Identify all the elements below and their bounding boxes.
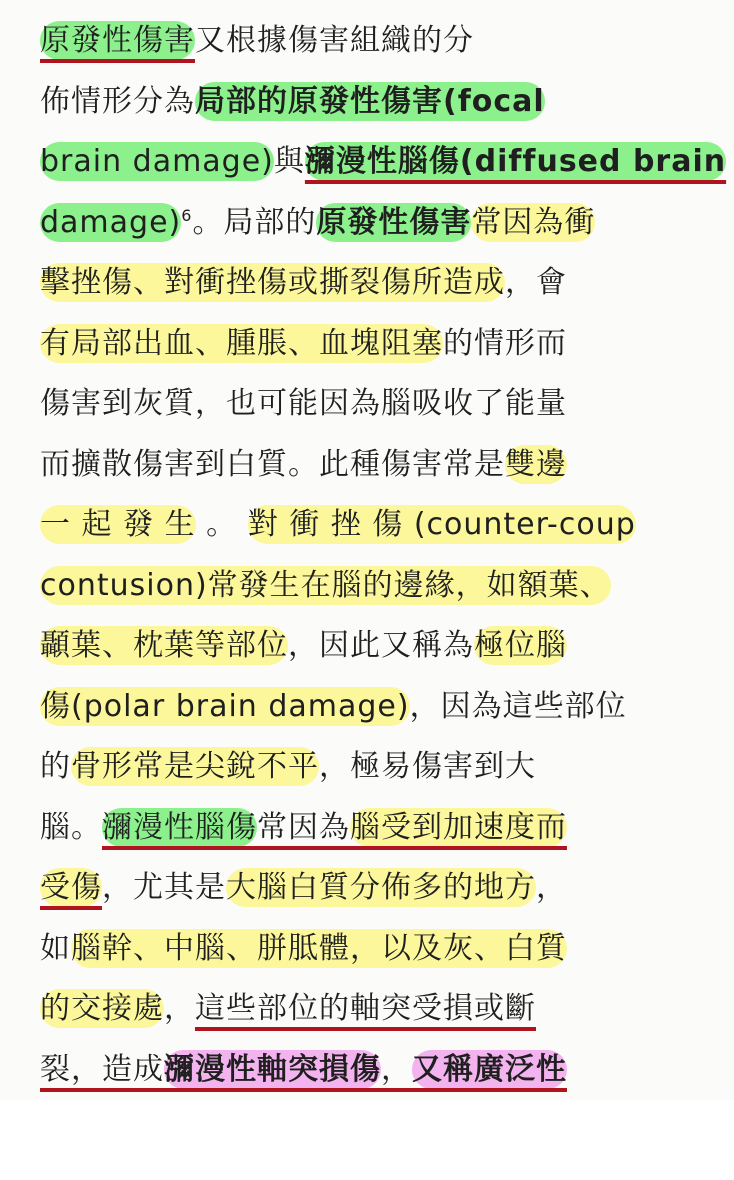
- text-segment: ，: [164, 991, 195, 1026]
- highlighted-text: 雙邊: [505, 446, 567, 482]
- text-segment: 。: [195, 507, 248, 542]
- text-segment: 這些部位的軸突受損或斷: [195, 991, 536, 1026]
- highlighted-text: 的交接處: [40, 991, 164, 1026]
- text-line: [40, 982, 640, 1036]
- text-line: [40, 922, 640, 976]
- text-line: [40, 861, 640, 915]
- text-line: [40, 135, 727, 189]
- highlighted-text: 擊挫傷、對衝挫傷或撕裂傷所造成: [40, 265, 505, 300]
- text-line: [40, 256, 640, 310]
- text-line: [40, 1043, 640, 1097]
- highlighted-text: contusion)常發生在腦的邊緣，如額葉、: [40, 567, 611, 603]
- text-segment: ，因為這些部位: [409, 688, 627, 724]
- text-line: [40, 438, 640, 492]
- text-segment: 的情形而: [443, 325, 567, 361]
- highlighted-text: 瀰漫性軸突損傷: [164, 1051, 381, 1087]
- text-segment: 佈情形分為: [40, 83, 195, 119]
- highlighted-text: 瀰漫性腦傷(diffused brain: [304, 144, 727, 179]
- text-segment: 而擴散傷害到白質。此種傷害常是: [40, 446, 505, 482]
- text-segment: ，因此又稱為: [288, 628, 474, 663]
- highlighted-text: 常因為衝: [471, 204, 596, 240]
- highlighted-text: 一 起 發 生: [40, 507, 196, 542]
- highlighted-text: 大腦白質分佈多的地方: [226, 870, 536, 905]
- highlighted-text: damage): [40, 204, 182, 240]
- text-line: [40, 498, 640, 552]
- highlighted-text: 原發性傷害: [40, 23, 195, 58]
- text-line: [40, 619, 640, 673]
- text-segment: ，極易傷害到大: [319, 749, 536, 784]
- text-line: [40, 75, 640, 129]
- text-segment: 如: [40, 930, 71, 966]
- blank-margin: [0, 1100, 734, 1180]
- text-segment: 與: [273, 144, 305, 179]
- text-line: [40, 377, 640, 431]
- text-segment: 。局部的: [192, 204, 317, 240]
- highlighted-text: 局部的原發性傷害(focal: [195, 83, 545, 119]
- text-segment: 又根據傷害組織的分: [195, 23, 474, 58]
- text-line: [40, 14, 640, 68]
- highlighted-text: 受傷: [40, 870, 102, 905]
- highlighted-text: 原發性傷害: [316, 204, 472, 240]
- highlighted-text: 腦幹、中腦、胼胝體，以及灰、白質: [71, 930, 567, 966]
- highlighted-text: 有局部出血、腫脹、血塊阻塞: [40, 325, 443, 361]
- highlighted-text: brain damage): [40, 144, 274, 179]
- text-segment: ，: [381, 1051, 412, 1087]
- text-segment: 腦。: [40, 809, 102, 845]
- text-line: [40, 196, 640, 250]
- text-line: [40, 317, 640, 371]
- text-line: [40, 801, 640, 855]
- highlighted-text: 腦受到加速度而: [350, 809, 567, 845]
- highlighted-text: 顳葉、枕葉等部位: [40, 628, 288, 663]
- text-segment: ，會: [505, 265, 567, 300]
- highlighted-text: 極位腦: [474, 628, 567, 663]
- text-segment: 常因為: [257, 809, 350, 845]
- footnote-ref: 6: [181, 205, 193, 225]
- text-segment: 的: [40, 749, 71, 784]
- text-line: [40, 740, 640, 794]
- highlighted-text: 對 衝 挫 傷 (counter-coup: [247, 507, 636, 542]
- text-line: [40, 680, 640, 734]
- text-segment: ，尤其是: [102, 870, 226, 905]
- text-segment: 傷害到灰質，也可能因為腦吸收了能量: [40, 386, 567, 421]
- text-segment: 裂，造成: [40, 1051, 164, 1087]
- highlighted-text: 又稱廣泛性: [412, 1051, 567, 1087]
- text-segment: ，: [536, 870, 567, 905]
- highlighted-text: 瀰漫性腦傷: [102, 809, 257, 845]
- highlighted-text: 骨形常是尖銳不平: [71, 749, 319, 784]
- highlighted-text: 傷(polar brain damage): [40, 688, 410, 724]
- text-line: [40, 559, 640, 613]
